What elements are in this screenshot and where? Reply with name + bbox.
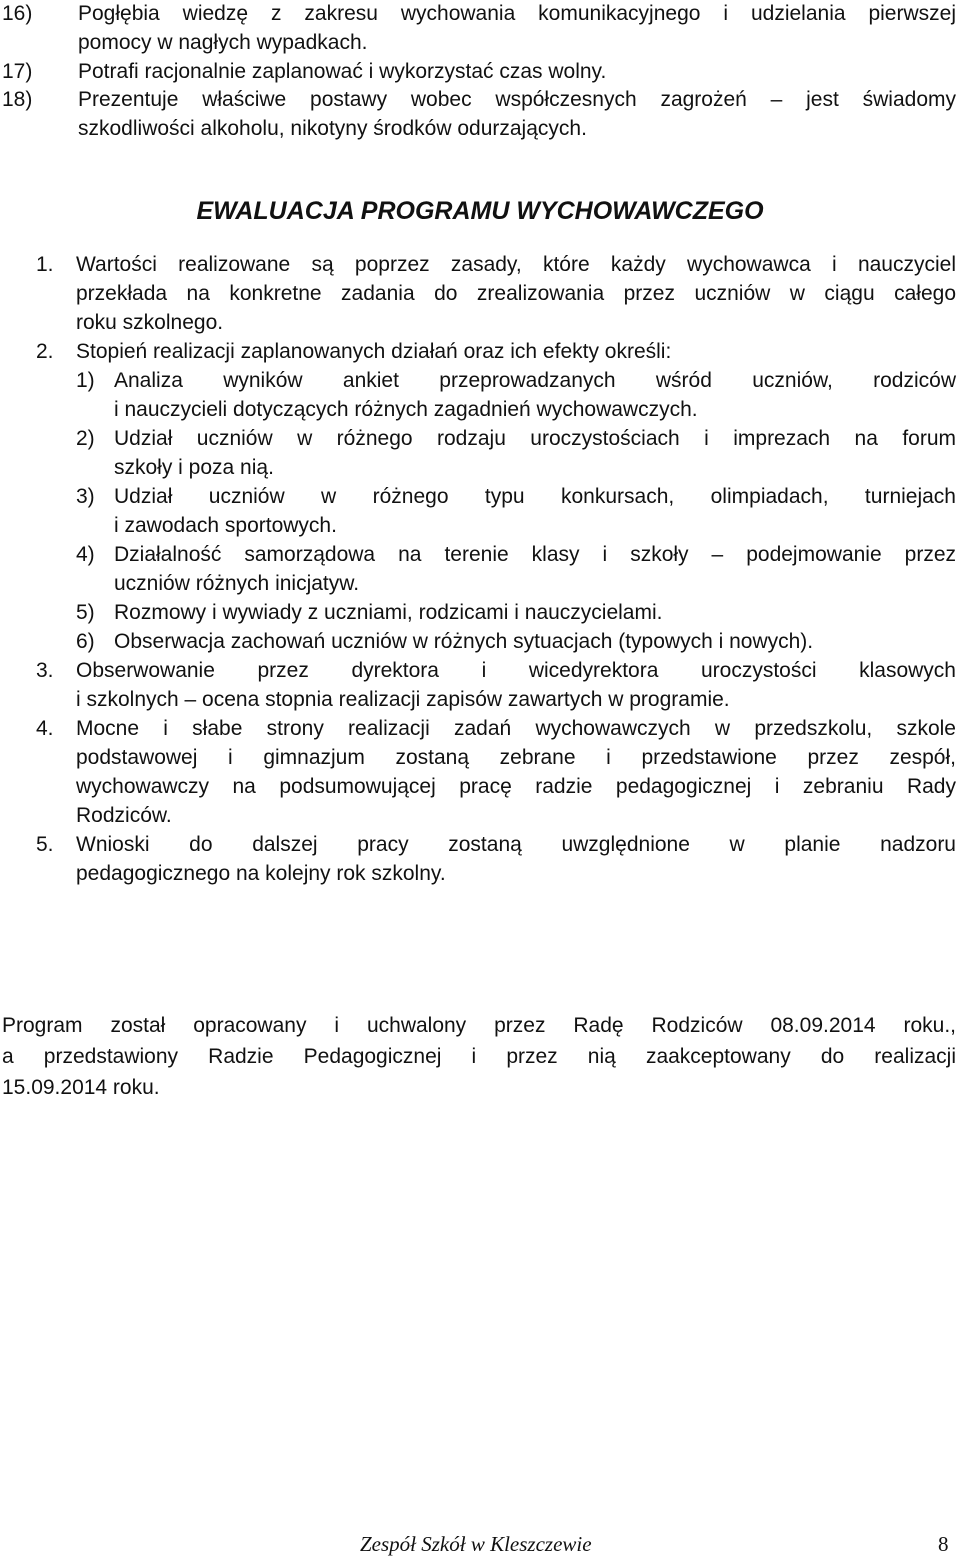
eval-item-4-line-1: Mocne i słabe strony realizacji zadań wychowawczych w przedszkolu, szkole	[76, 717, 956, 740]
sub-item-6-line-1: Obserwacja zachowań uczniów w różnych sytuacjach (typowych i nowych).	[114, 630, 814, 653]
list-item-16-line-1: Pogłębia wiedzę z zakresu wychowania komunikacyjnego i udzielania pierwszej	[78, 2, 956, 25]
eval-number-1: 1.	[36, 253, 54, 276]
sub-item-2-line-2: szkoły i poza nią.	[114, 456, 274, 479]
eval-item-3-line-1: Obserwowanie przez dyrektora i wicedyrektora uroczystości klasowych	[76, 659, 956, 682]
sub-number-4: 4)	[76, 543, 95, 566]
list-item-18-line-2: szkodliwości alkoholu, nikotyny środków odurzających.	[78, 117, 587, 140]
sub-number-2: 2)	[76, 427, 95, 450]
sub-number-5: 5)	[76, 601, 95, 624]
sub-number-6: 6)	[76, 630, 95, 653]
sub-item-1-line-1: Analiza wyników ankiet przeprowadzanych wśród uczniów, rodziców	[114, 369, 956, 392]
list-item-16-line-2: pomocy w nagłych wypadkach.	[78, 31, 368, 54]
section-heading: EWALUACJA PROGRAMU WYCHOWAWCZEGO	[196, 197, 764, 225]
closing-line-2: a przedstawiony Radzie Pedagogicznej i przez nią zaakceptowany do realizacji	[2, 1045, 956, 1068]
eval-item-1-line-1: Wartości realizowane są poprzez zasady, które każdy wychowawca i nauczyciel	[76, 253, 956, 276]
closing-line-1: Program został opracowany i uchwalony przez Radę Rodziców 08.09.2014 roku.,	[2, 1014, 956, 1037]
eval-item-3-line-2: i szkolnych – ocena stopnia realizacji zapisów zawartych w programie.	[76, 688, 730, 711]
list-number-16: 16)	[2, 2, 33, 25]
list-number-18: 18)	[2, 88, 33, 111]
eval-item-5-line-2: pedagogicznego na kolejny rok szkolny.	[76, 862, 446, 885]
eval-number-2: 2.	[36, 340, 54, 363]
eval-number-5: 5.	[36, 833, 54, 856]
list-number-17: 17)	[2, 60, 33, 83]
sub-item-2-line-1: Udział uczniów w różnego rodzaju uroczystościach i imprezach na forum	[114, 427, 956, 450]
list-item-17-line-1: Potrafi racjonalnie zaplanować i wykorzystać czas wolny.	[78, 60, 607, 83]
sub-item-5-line-1: Rozmowy i wywiady z uczniami, rodzicami i nauczycielami.	[114, 601, 663, 624]
list-item-18-line-1: Prezentuje właściwe postawy wobec współczesnych zagrożeń – jest świadomy	[78, 88, 956, 111]
eval-item-4-line-2: podstawowej i gimnazjum zostaną zebrane i przedstawione przez zespół,	[76, 746, 956, 769]
sub-number-3: 3)	[76, 485, 95, 508]
sub-item-1-line-2: i nauczycieli dotyczących różnych zagadnień wychowawczych.	[114, 398, 698, 421]
eval-item-2-line-1: Stopień realizacji zaplanowanych działań oraz ich efekty określi:	[76, 340, 672, 363]
eval-number-3: 3.	[36, 659, 54, 682]
eval-number-4: 4.	[36, 717, 54, 740]
sub-item-3-line-2: i zawodach sportowych.	[114, 514, 337, 537]
eval-item-5-line-1: Wnioski do dalszej pracy zostaną uwzględnione w planie nadzoru	[76, 833, 956, 856]
page-number: 8	[938, 1532, 949, 1556]
sub-item-4-line-1: Działalność samorządowa na terenie klasy i szkoły – podejmowanie przez	[114, 543, 956, 566]
sub-number-1: 1)	[76, 369, 95, 392]
eval-item-4-line-4: Rodziców.	[76, 804, 172, 827]
sub-item-3-line-1: Udział uczniów w różnego typu konkursach, olimpiadach, turniejach	[114, 485, 956, 508]
eval-item-1-line-2: przekłada na konkretne zadania do zrealizowania przez uczniów w ciągu całego	[76, 282, 956, 305]
footer-school-name: Zespół Szkół w Kleszczewie	[360, 1532, 592, 1556]
closing-line-3: 15.09.2014 roku.	[2, 1076, 160, 1099]
sub-item-4-line-2: uczniów różnych inicjatyw.	[114, 572, 360, 595]
eval-item-4-line-3: wychowawczy na podsumowującej pracę radzie pedagogicznej i zebraniu Rady	[76, 775, 956, 798]
eval-item-1-line-3: roku szkolnego.	[76, 311, 224, 334]
